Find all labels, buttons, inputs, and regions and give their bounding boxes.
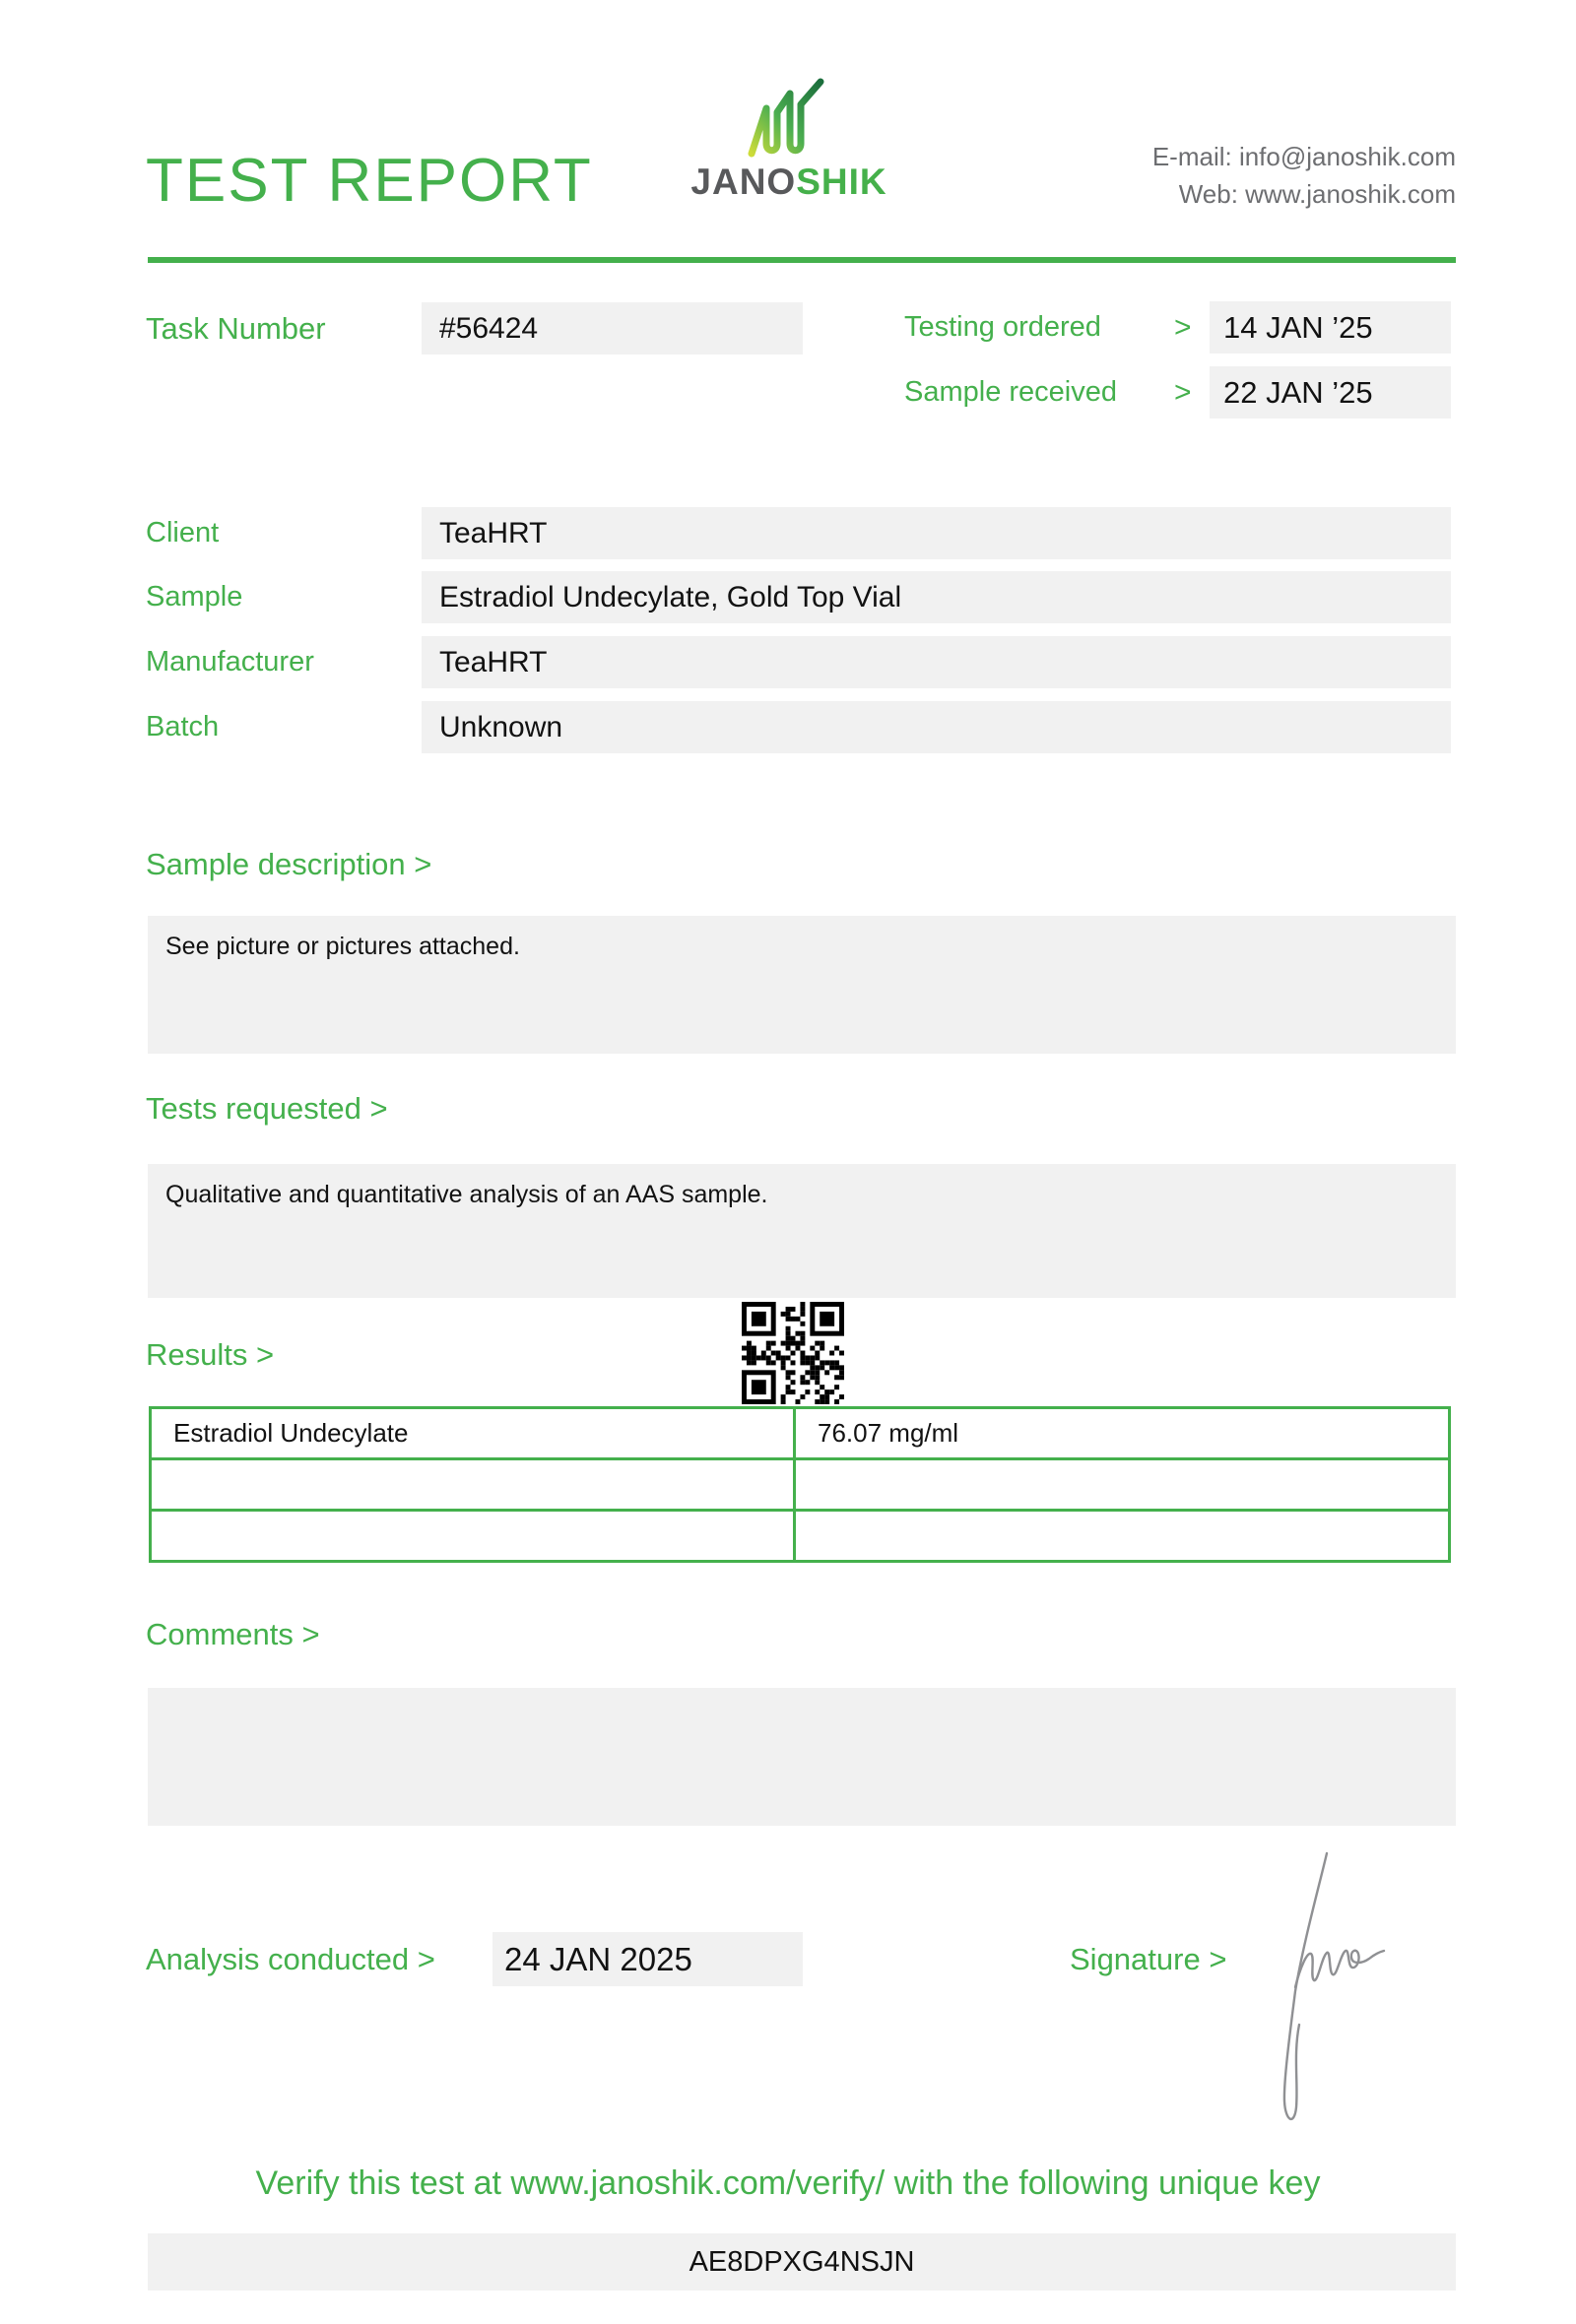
- chart-growth-icon: [678, 75, 900, 160]
- page-title: TEST REPORT: [146, 147, 593, 215]
- results-row: [151, 1408, 1450, 1459]
- header-divider: [148, 257, 1456, 263]
- signature-image: [1266, 1843, 1394, 2139]
- result-substance: [151, 1511, 795, 1562]
- batch-value: [422, 701, 1451, 753]
- sample-received-date: 22 JAN ’25: [1223, 375, 1373, 410]
- sample-label: Sample: [146, 581, 243, 613]
- tests-requested-text: Qualitative and quantitative analysis of an AAS sample.: [165, 1181, 768, 1208]
- testing-ordered-date: 14 JAN ’25: [1223, 310, 1373, 345]
- result-value: 76.07 mg/ml: [795, 1408, 1450, 1459]
- result-substance: Estradiol Undecylate: [151, 1408, 795, 1459]
- results-row: [151, 1459, 1450, 1511]
- result-value: [795, 1459, 1450, 1511]
- sample-received-value: [1210, 366, 1451, 419]
- janoshik-logo: [678, 75, 900, 203]
- client-label: Client: [146, 517, 220, 549]
- signature-label: Signature >: [1070, 1942, 1227, 1976]
- results-row: [151, 1511, 1450, 1562]
- client-value: [422, 507, 1451, 559]
- testing-ordered-value: [1210, 301, 1451, 354]
- task-number-text: #56424: [439, 312, 539, 345]
- testing-ordered-arrow: >: [1174, 311, 1192, 344]
- verify-key-box: [148, 2233, 1456, 2291]
- manufacturer-text: TeaHRT: [439, 646, 548, 678]
- batch-text: Unknown: [439, 711, 563, 743]
- testing-ordered-label: Testing ordered: [904, 311, 1101, 343]
- task-number-value: [422, 302, 803, 355]
- sample-received-arrow: >: [1174, 376, 1192, 409]
- sample-received-label: Sample received: [904, 376, 1117, 408]
- batch-label: Batch: [146, 711, 220, 742]
- client-text: TeaHRT: [439, 517, 548, 549]
- analysis-conducted-value: [492, 1932, 803, 1986]
- analysis-conducted-label: Analysis conducted >: [146, 1942, 435, 1976]
- verify-key: AE8DPXG4NSJN: [689, 2246, 915, 2278]
- contact-email: E-mail: info@janoshik.com: [1151, 142, 1456, 171]
- sample-text: Estradiol Undecylate, Gold Top Vial: [439, 581, 902, 613]
- result-substance: [151, 1459, 795, 1511]
- results-table: [149, 1406, 1451, 1563]
- task-number-label: Task Number: [146, 311, 326, 346]
- qr-code: [742, 1302, 844, 1404]
- result-value: [795, 1511, 1450, 1562]
- logo-shik: SHIK: [796, 161, 887, 202]
- sample-value: [422, 571, 1451, 623]
- contact-info: [1152, 138, 1456, 213]
- results-heading: Results >: [146, 1337, 275, 1372]
- verify-instruction: Verify this test at www.janoshik.com/verify/ with the following unique key: [255, 2164, 1321, 2202]
- logo-wordmark: [678, 161, 900, 203]
- analysis-conducted-date: 24 JAN 2025: [504, 1941, 692, 1977]
- tests-requested-heading: Tests requested >: [146, 1091, 388, 1126]
- comments-heading: Comments >: [146, 1617, 320, 1651]
- comments-box: [148, 1688, 1456, 1826]
- sample-description-box: [148, 916, 1456, 1054]
- contact-web: Web: www.janoshik.com: [1178, 179, 1456, 209]
- sample-description-heading: Sample description >: [146, 847, 432, 881]
- tests-requested-box: [148, 1164, 1456, 1298]
- manufacturer-label: Manufacturer: [146, 646, 314, 678]
- manufacturer-value: [422, 636, 1451, 688]
- logo-jano: JANO: [690, 161, 797, 202]
- sample-description-text: See picture or pictures attached.: [165, 933, 520, 960]
